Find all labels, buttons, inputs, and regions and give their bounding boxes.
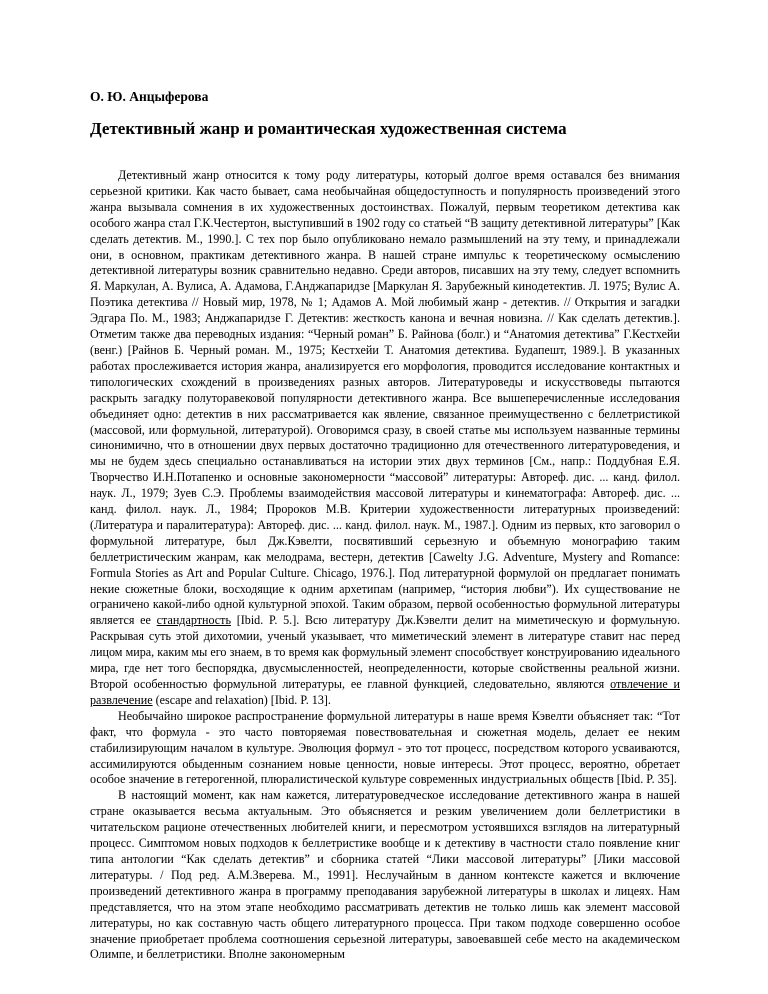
paragraph-2 — [90, 709, 680, 789]
paragraph-3-text: В настоящий момент, как нам кажется, литературоведческое исследование детективного жанра в нашей стране оказывается весьма актуальным. Это объясняется и резким увеличением доли беллетристики в читательском рационе отечественных любителей книги, и пересмотром устоявшихся взглядов на литературный процесс. Симптомом новых подходов к беллетристике вообще и к детективу в частности стало появление книг типа антологии “Как сделать детектив” и сборника статей “Лики массовой литературы” [Лики массовой литературы. / Под ред. А.М.Зверева. М., 1991]. Неслучайным в данном контексте кажется и включение произведений детективного жанра в программу преподавания зарубежной литературы в школах и лицеях. Нам представляется, что на этом этапе необходимо рассматривать детектив не только лишь как элемент массовой литературы, но как составную часть общего литературного процесса. При таком подходе совершенно особое значение приобретает проблема соотношения серьезной литературы, завоевавшей себе место на академическом Олимпе, и беллетристики. Вполне закономерным — [90, 788, 680, 962]
paragraph-1-text-a: Детективный жанр относится к тому роду литературы, который долгое время оставался без внимания серьезной критики. Как часто бывает, сама необычайная общедоступность и популярность произведений этого жанра вызывала сомнения в их художественных достоинствах. Пожалуй, первым теоретиком детектива как особого жанра стал Г.К.Честертон, выступивший в 1902 году со статьей “В защиту детективной литературы” [Как сделать детектив. М., 1990.]. С тех пор было опубликовано немало размышлений на эту тему, и принадлежали они, в основном, практикам детективного жанра. В нашей стране импульс к теоретическому осмыслению детективной литературы возник сравнительно недавно. Среди авторов, писавших на эту тему, следует вспомнить Я. Маркулан, А. Вулиса, А. Адамова, Г.Анджапаридзе [Маркулан Я. Зарубежный кинодетектив. Л. 1975; Вулис А. Поэтика детектива // Новый мир, 1978, № 1; Адамов А. Мой любимый жанр - детектив. // Открытия и загадки Эдгара По. М., 1983; Анджапаридзе Г. Детектив: жесткость канона и вечная новизна. // Как сделать детектив.]. Отметим также два переводных издания: “Черный роман” Б. Райнова (болг.) и “Анатомия детектива” Г.Кестхейи (венг.) [Райнов Б. Черный роман. М., 1975; Кестхейи Т. Анатомия детектива. Будапешт, 1989.]. В указанных работах прослеживается история жанра, анализируется его морфология, проводится исследование контактных и типологических схождений в произведениях разных авторов. Литературоведы и искусствоведы пытаются раскрыть загадку полуторавековой популярности детективного жанра. Все вышеперечисленные исследования объединяет одно: детектив в них рассматривается как явление, связанное преимущественно с беллетристикой (массовой, или формульной, литературой). Оговоримся сразу, в своей статье мы используем названные термины синонимично, что в отношении двух первых достаточно традиционно для отечественного литературоведения, и мы не будем здесь специально останавливаться на истории этих двух терминов [См., напр.: Поддубная Е.Я. Творчество И.Н.Потапенко и основные закономерности “массовой” литературы: Автореф. дис. ... канд. филол. наук. Л., 1979; Зуев С.Э. Проблемы взаимодействия массовой литературы и кинематографа: Автореф. дис. ... канд. филол. наук. Л., 1984; Пророков М.В. Критерии художественности литературных произведений: (Литература и паралитература): Автореф. дис. ... канд. филол. наук. М., 1987.]. Одним из первых, кто заговорил о формульной литературе, был Дж.Кэвелти, посвятивший серьезную и объемную монографию таким беллетристическим жанрам, как мелодрама, вестерн, детектив [Cawelty J.G. Adventure, Mystery and Romance: Formula Stories as Art and Popular Culture. Chicago, 1976.]. Под литературной формулой он предлагает понимать некие сюжетные блоки, восходящие к одним архетипам (например, “история любви”). Их существование не ограничено какой-либо одной культурной эпохой. Таким образом, первой особенностью формульной литературы является ее — [90, 168, 680, 628]
paragraph-2-text: Необычайно широкое распространение формульной литературы в наше время Кэвелти объясняет так: “Тот факт, что формула - это часто повторяемая повествовательная и сюжетная модель, делает ее неким стабилизирующим началом в культуре. Эволюция формул - это тот процесс, посредством которого усваиваются, ассимилируются обыденным сознанием новые ценности, новые интересы. Этот процесс, вероятно, обретает особое значение в гетерогенной, плюралистической культуре современных индустриальных обществ [Ibid. P. 35]. — [90, 708, 680, 787]
paragraph-1-text-c: (escape and relaxation) [Ibid. P. 13]. — [152, 692, 331, 707]
document-page — [90, 0, 680, 994]
article-body — [90, 168, 680, 963]
underlined-term-standardness: стандартность — [156, 613, 231, 628]
underlined-term-escape: отвлечение и развлечение — [90, 677, 680, 707]
author-name: О. Ю. Анцыферова — [90, 89, 209, 104]
paragraph-1 — [90, 168, 680, 709]
paragraph-1-text-b: [Ibid. P. 5.]. Всю литературу Дж.Кэвелти делит на миметическую и формульную. Раскрывая суть этой дихотомии, ученый указывает, что миметический элемент в литературе ставит нас перед лицом мира, каким мы его знаем, в то время как формульный элемент способствует конструированию идеального мира, где нет того беспорядка, двусмысленностей, неопределенности, которые свойственны реальной жизни. Второй особенностью формульной литературы, ее главной функцией, следовательно, являются — [90, 613, 680, 691]
article-title: Детективный жанр и романтическая художественная система — [90, 119, 567, 138]
paragraph-3 — [90, 788, 680, 963]
